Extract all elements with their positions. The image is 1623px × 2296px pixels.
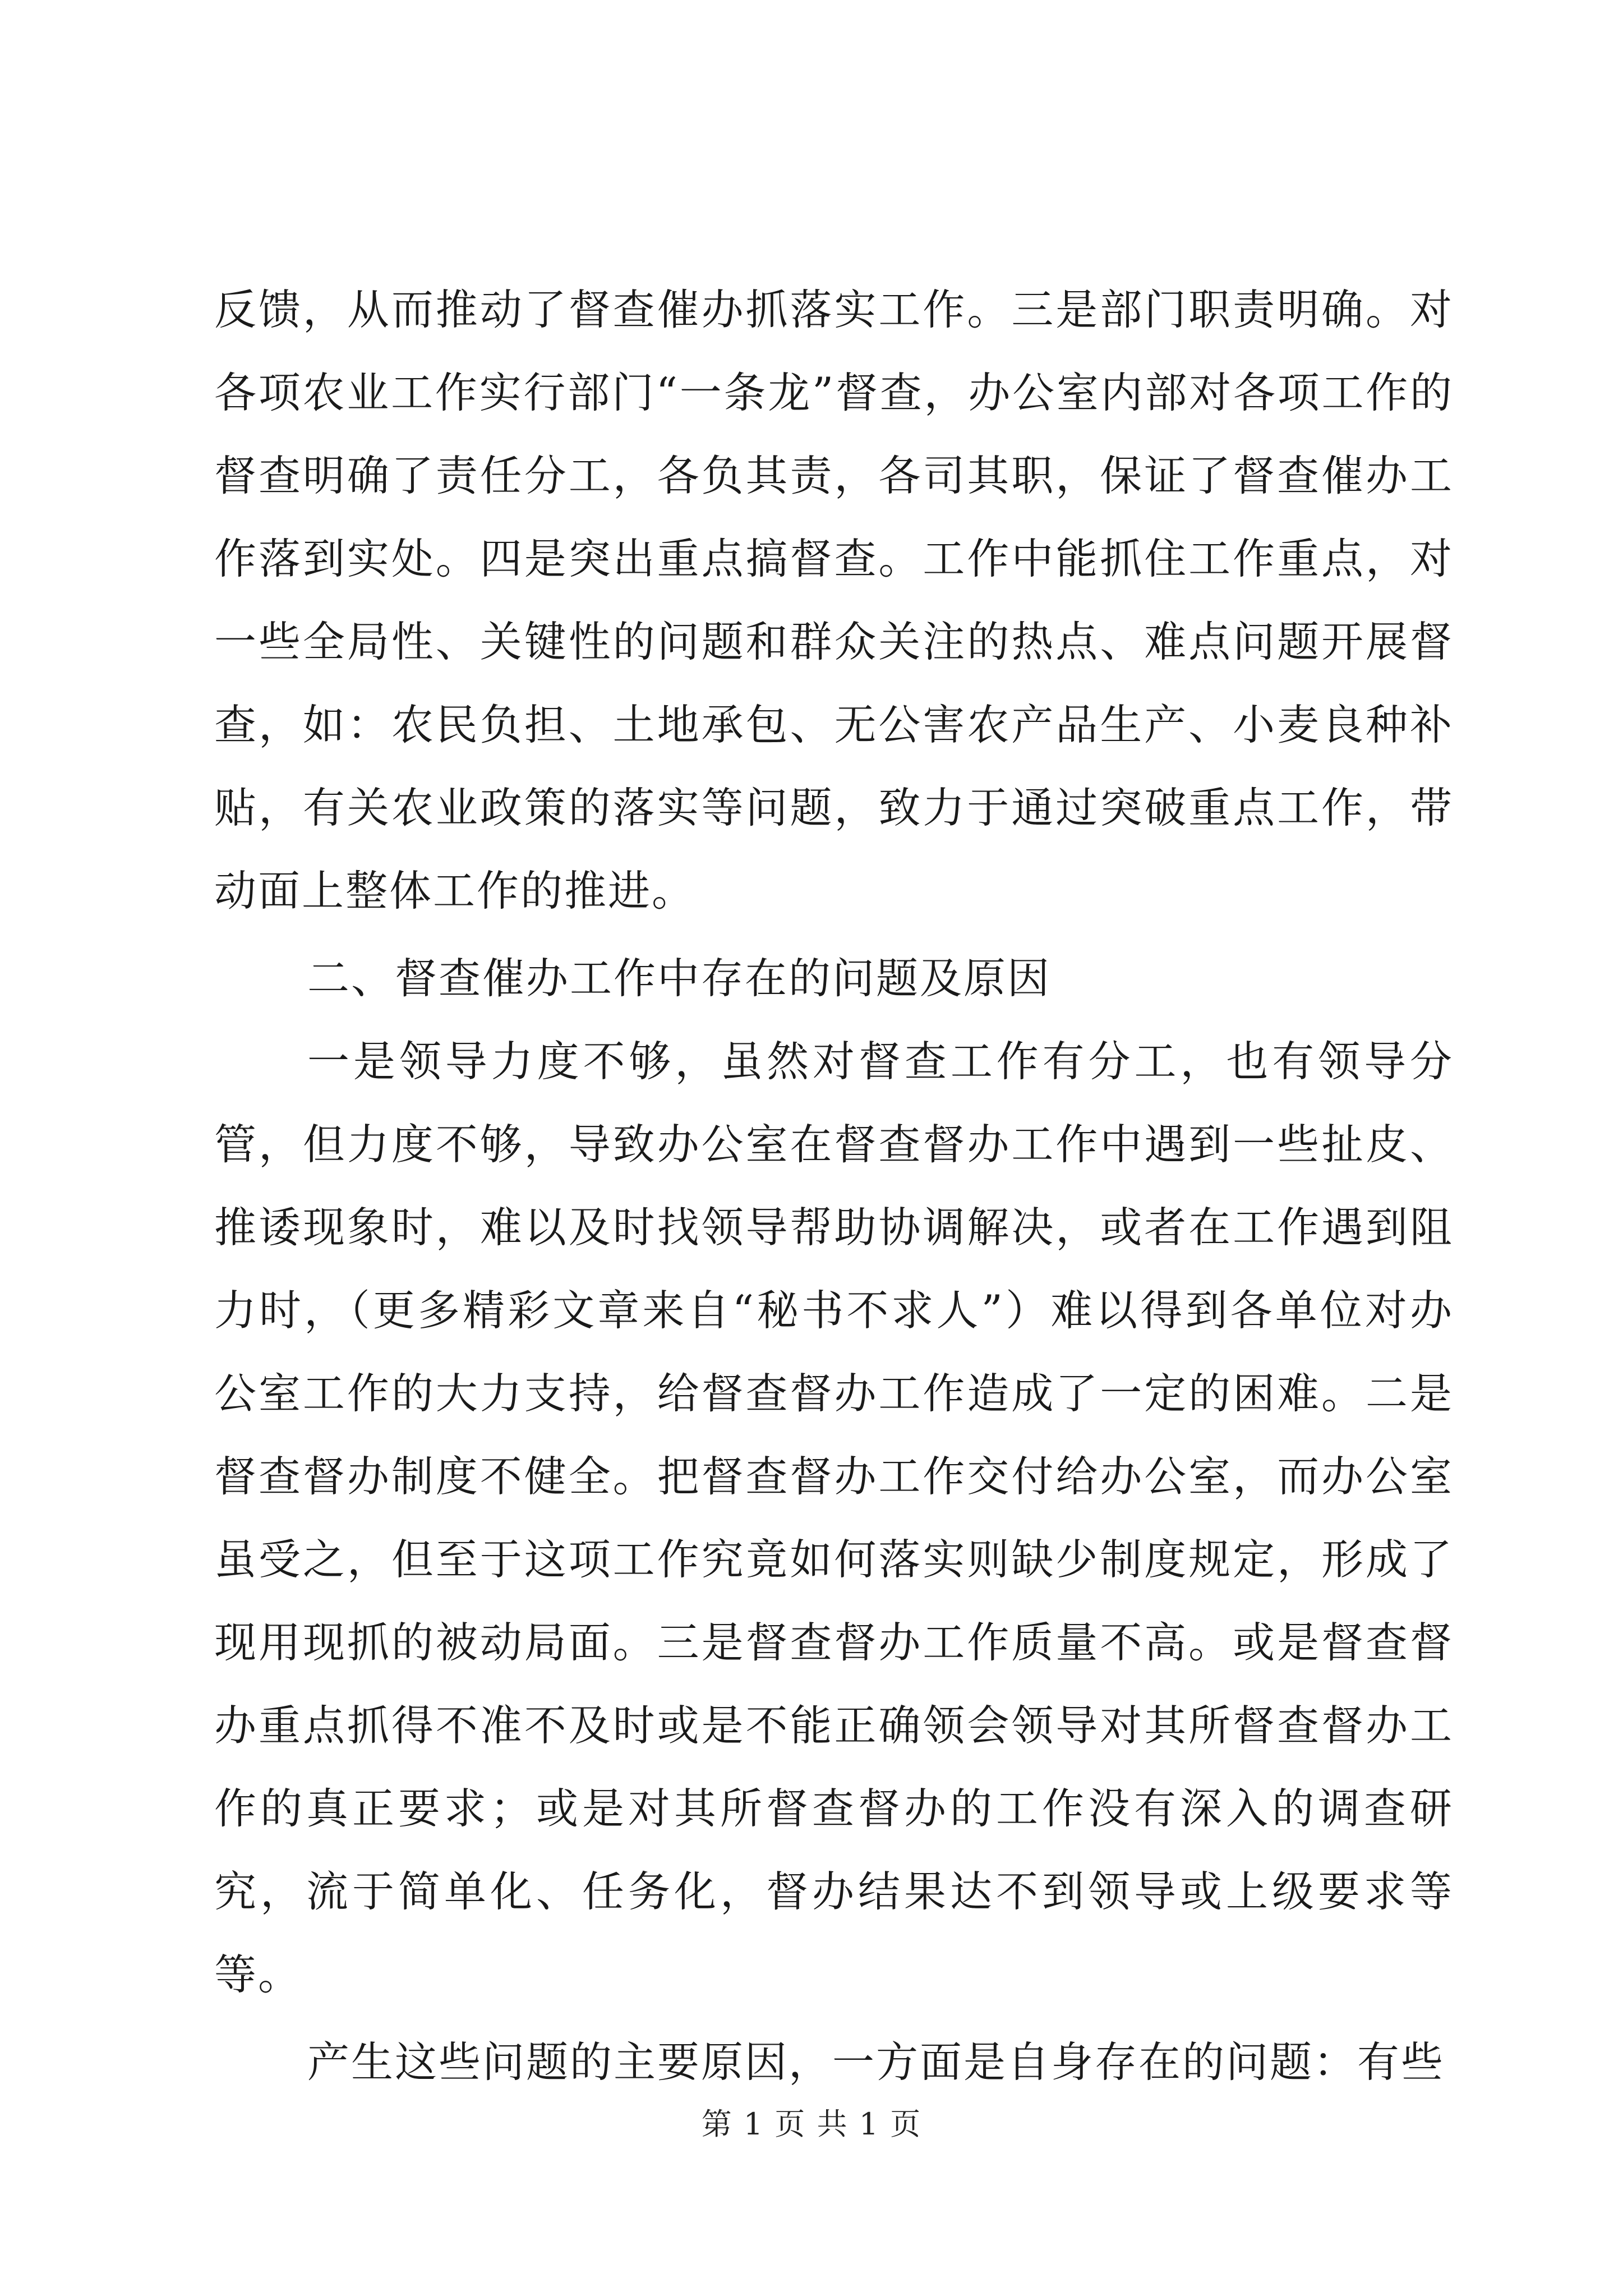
- paragraph-problems: 一是领导力度不够，虽然对督查工作有分工，也有领导分管，但力度不够，导致办公室在督查督办工作中遇到一些扯皮、推诿现象时，难以及时找领导帮助协调解决，或者在工作遇到阻力时，（更多精彩文章来自“秘书不求人”）难以得到各单位对办公室工作的大力支持，给督查督办工作造成了一定的困难。二是督查督办制度不健全。把督查督办工作交付给办公室，而办公室虽受之，但至于这项工作究竟如何落实则缺少制度规定，形成了现用现抓的被动局面。三是督查督办工作质量不高。或是督查督办重点抓得不准不及时或是不能正确领会领导对其所督查督办工作的真正要求；或是对其所督查督办的工作没有深入的调查研究，流于简单化、任务化，督办结果达不到领导或上级要求等等。: [214, 1037, 1454, 1999]
- page-footer: 第 1 页 共 1 页: [701, 2106, 922, 2142]
- section-heading: 二、督查催办工作中存在的问题及原因: [307, 954, 1052, 1003]
- document-body: [214, 268, 1454, 2104]
- paragraph-continuation: 反馈，从而推动了督查催办抓落实工作。三是部门职责明确。对各项农业工作实行部门“一条龙”督查，办公室内部对各项工作的督查明确了责任分工，各负其责，各司其职，保证了督查催办工作落到实处。四是突出重点搞督查。工作中能抓住工作重点，对一些全局性、关键性的问题和群众关注的热点、难点问题开展督查，如：农民负担、土地承包、无公害农产品生产、小麦良种补贴，有关农业政策的落实等问题，致力于通过突破重点工作，带动面上整体工作的推进。: [214, 285, 1454, 915]
- paragraph-causes: 产生这些问题的主要原因，一方面是自身存在的问题：有些: [307, 2037, 1445, 2087]
